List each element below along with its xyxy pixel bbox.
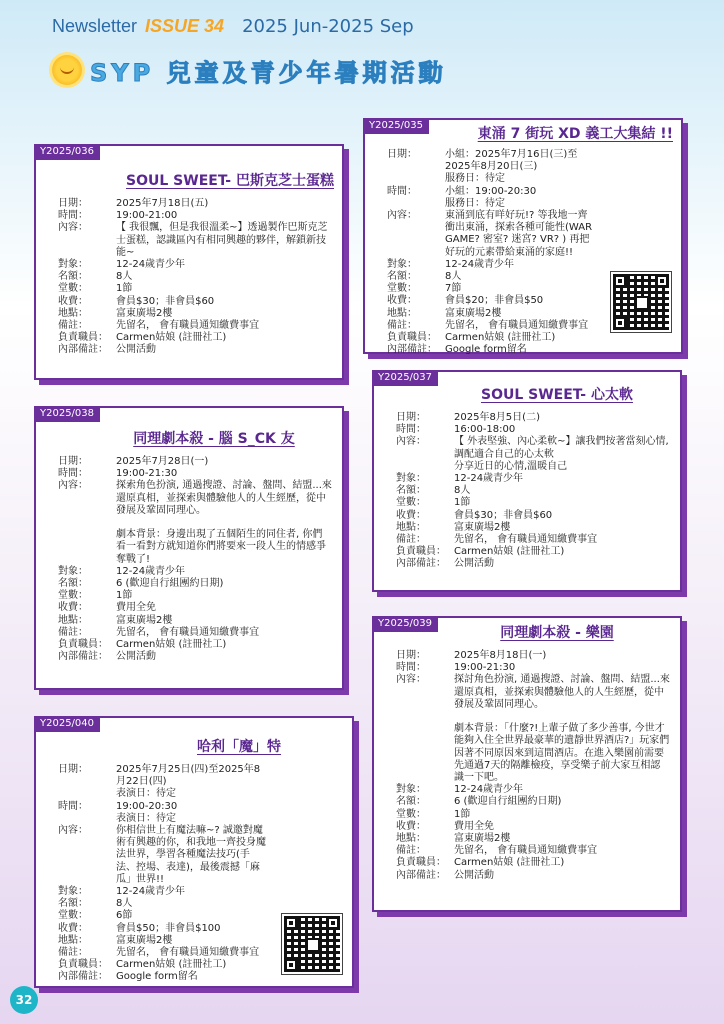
detail-row — [58, 910, 268, 922]
issue-label: ISSUE 34 — [145, 16, 225, 36]
detail-label: 收費： — [58, 922, 88, 934]
detail-label: 時間： — [58, 800, 88, 812]
detail-value: Carmen姑娘 (註冊社工) — [116, 959, 227, 971]
detail-label: 負責職員： — [387, 332, 437, 344]
detail-label: 負責職員： — [396, 546, 446, 558]
detail-value: 1節 — [116, 283, 133, 295]
detail-value: 先留名， 會有職員通知繳費事宜 — [454, 534, 598, 546]
detail-label: 內容： — [396, 674, 426, 686]
detail-value: 先留名， 會有職員通知繳費事宜 — [445, 319, 589, 331]
detail-value: 12-24歲青少年 — [116, 886, 186, 898]
detail-label: 地點： — [58, 934, 88, 946]
detail-value: 會員$20；非會員$50 — [445, 295, 544, 307]
detail-row — [396, 650, 670, 662]
detail-label: 對象： — [58, 565, 88, 577]
activity-code: Y2025/035 — [363, 118, 429, 134]
detail-value: 2025年7月25日(四)至2025年8月22日(四) 表演日：待定 — [116, 764, 261, 800]
detail-value: 12-24歲青少年 — [454, 784, 524, 796]
detail-value: 費用全免 — [116, 602, 156, 614]
detail-label: 內部備註： — [396, 869, 446, 881]
detail-row — [387, 332, 597, 344]
detail-label: 地點： — [396, 833, 426, 845]
page-title: SYP 兒童及青少年暑期活動 — [90, 58, 447, 87]
activity-card-036 — [34, 144, 344, 380]
detail-row — [58, 639, 332, 651]
detail-value: 8人 — [116, 898, 133, 910]
detail-row — [387, 186, 597, 210]
detail-row — [396, 558, 670, 570]
detail-label: 堂數： — [387, 283, 417, 295]
detail-label: 堂數： — [58, 910, 88, 922]
detail-row — [396, 809, 670, 821]
detail-row — [58, 222, 332, 259]
detail-value: 小組：19:00-20:30 服務日：待定 — [445, 185, 537, 209]
detail-row — [396, 522, 670, 534]
detail-value: 先留名， 會有職員通知繳費事宜 — [116, 947, 260, 959]
detail-row — [58, 308, 332, 320]
detail-label: 收費： — [396, 509, 426, 521]
sun-icon — [52, 55, 82, 85]
detail-label: 地點： — [396, 521, 426, 533]
detail-value: 公開活動 — [454, 558, 494, 570]
detail-row — [58, 602, 332, 614]
detail-value: 12-24歲青少年 — [116, 565, 186, 577]
detail-value: 富東廣場2樓 — [454, 521, 511, 533]
activity-card-035 — [363, 118, 683, 354]
detail-row — [58, 590, 332, 602]
detail-value: 小組：2025年7月16日(三)至2025年8月20日(三) 服務日：待定 — [445, 149, 578, 185]
detail-value: 【 我很飄，但是我很溫柔~】透過製作巴斯克芝士蛋糕，認識區內有相同興趣的夥伴，解鎖新技能~ — [116, 222, 328, 258]
detail-label: 備註： — [387, 319, 417, 331]
detail-value: 富東廣場2樓 — [116, 307, 173, 319]
detail-value: 富東廣場2樓 — [445, 307, 502, 319]
detail-row — [58, 886, 268, 898]
detail-label: 收費： — [396, 820, 426, 832]
detail-label: 名額： — [396, 485, 426, 497]
detail-value: 富東廣場2樓 — [116, 614, 173, 626]
detail-row — [387, 320, 597, 332]
detail-row — [58, 947, 268, 959]
detail-label: 內容： — [58, 825, 88, 837]
detail-row — [58, 578, 332, 590]
detail-row — [58, 825, 268, 886]
detail-label: 內部備註： — [58, 344, 108, 356]
detail-row — [396, 662, 670, 674]
detail-row — [396, 412, 670, 424]
detail-label: 對象： — [396, 473, 426, 485]
detail-label: 日期： — [396, 650, 426, 661]
detail-row — [58, 764, 268, 801]
detail-row — [58, 259, 332, 271]
detail-label: 內部備註： — [396, 558, 446, 570]
detail-value: 探討角色扮演, 通過搜證、討論、盤問、結盟...來還原真相，並探索與體驗他人的人生經歷，從中發展及鞏固同理心。 劇本背景：「什麼?!上輩子做了多少善事, 今世才能夠入住全世界最豪華的遺靜世界酒店?」玩家們因著不同原因來到這間酒店。在進入樂園前需要先通過7天的隔離檢疫，享受樂子前大家互相認識一下吧。 — [454, 674, 670, 784]
detail-value: 探索角色扮演, 通過搜證、討論、盤問、結盟...來還原真相，並探索與體驗他人的人生經歷，從中發展及鞏固同理心。 劇本背景：身邊出現了五個陌生的同住者, 你們看一看對方就知道你們將要來一段人生的情感爭奪戰了! — [116, 480, 332, 565]
detail-value: 2025年7月28日(一) — [116, 456, 209, 467]
detail-row — [396, 473, 670, 485]
detail-value: Carmen姑娘 (註冊社工) — [116, 332, 227, 344]
detail-value: 先留名， 會有職員通知繳費事宜 — [116, 320, 260, 332]
detail-row — [396, 857, 670, 869]
detail-row — [58, 332, 332, 344]
detail-label: 時間： — [387, 185, 417, 197]
detail-value: 2025年8月5日(二) — [454, 412, 540, 423]
detail-row — [387, 210, 597, 259]
detail-value: 2025年8月18日(一) — [454, 650, 547, 661]
detail-value: 公開活動 — [454, 869, 494, 881]
detail-value: 19:00-20:30 表演日：待定 — [116, 800, 178, 824]
activity-details — [36, 190, 342, 357]
detail-value: 7節 — [445, 283, 462, 295]
activity-card-037 — [372, 370, 682, 592]
detail-label: 內部備註： — [58, 651, 108, 663]
detail-label: 日期： — [58, 764, 88, 775]
detail-value: Carmen姑娘 (註冊社工) — [445, 332, 556, 344]
detail-label: 內容： — [58, 480, 88, 492]
detail-label: 備註： — [58, 320, 88, 332]
page-title-block — [52, 50, 447, 90]
activity-title: SOUL SWEET- 心太軟 — [481, 387, 633, 403]
detail-value: Carmen姑娘 (註冊社工) — [454, 857, 565, 869]
detail-row — [396, 424, 670, 436]
detail-label: 內部備註： — [387, 344, 437, 356]
activity-card-040 — [34, 716, 354, 988]
detail-label: 內容： — [396, 436, 426, 448]
detail-label: 備註： — [58, 947, 88, 959]
detail-row — [58, 651, 332, 663]
activity-card-039 — [372, 616, 682, 912]
detail-value: 會員$50；非會員$100 — [116, 922, 221, 934]
activity-code: Y2025/036 — [34, 144, 100, 160]
detail-value: Google form留名 — [116, 971, 198, 983]
detail-value: 12-24歲青少年 — [445, 258, 515, 270]
detail-row — [396, 796, 670, 808]
detail-label: 堂數： — [396, 497, 426, 509]
detail-label: 日期： — [58, 456, 88, 467]
detail-row — [396, 833, 670, 845]
detail-label: 時間： — [396, 662, 426, 674]
detail-value: 費用全免 — [454, 820, 494, 832]
detail-row — [58, 615, 332, 627]
detail-value: 16:00-18:00 — [454, 424, 516, 436]
detail-value: 【 外表堅強、內心柔軟~】讓我們按著當刻心情,調配適合自己的心太軟 分享近日的心情,溫暖自己 — [454, 436, 669, 472]
detail-value: 1節 — [116, 590, 133, 602]
qr-code-icon[interactable] — [611, 272, 671, 332]
detail-row — [387, 295, 597, 307]
detail-value: 8人 — [445, 271, 462, 283]
detail-label: 名額： — [58, 578, 88, 590]
detail-label: 堂數： — [396, 808, 426, 820]
detail-row — [396, 546, 670, 558]
detail-label: 對象： — [58, 259, 88, 271]
detail-value: 6 (歡迎自行組團約日期) — [454, 796, 562, 808]
detail-value: 你相信世上有魔法嘛~? 誠邀對魔術有興趣的你，和我地一齊投身魔法世界，學習各種魔法技巧(手法、控場、表達)，最後震撼「麻瓜」世界!! — [116, 825, 266, 885]
detail-row — [387, 271, 597, 283]
activity-code: Y2025/040 — [34, 716, 100, 732]
detail-label: 堂數： — [58, 283, 88, 295]
detail-row — [387, 344, 597, 356]
detail-label: 名額： — [58, 898, 88, 910]
detail-label: 負責職員： — [58, 332, 108, 344]
detail-row — [396, 674, 670, 784]
detail-value: 8人 — [454, 485, 471, 497]
detail-label: 日期： — [58, 198, 88, 209]
detail-row — [58, 898, 268, 910]
detail-label: 時間： — [58, 468, 88, 480]
detail-row — [58, 198, 332, 210]
activity-title: SOUL SWEET- 巴斯克芝士蛋糕 — [126, 173, 334, 189]
detail-row — [396, 870, 670, 882]
detail-label: 日期： — [396, 412, 426, 423]
detail-row — [58, 935, 268, 947]
detail-row — [58, 296, 332, 308]
detail-value: 公開活動 — [116, 344, 156, 356]
detail-row — [396, 485, 670, 497]
detail-row — [58, 627, 332, 639]
detail-row — [58, 271, 332, 283]
detail-label: 地點： — [58, 614, 88, 626]
detail-value: Carmen姑娘 (註冊社工) — [454, 546, 565, 558]
detail-value: 公開活動 — [116, 651, 156, 663]
detail-value: 先留名， 會有職員通知繳費事宜 — [116, 626, 260, 638]
detail-label: 名額： — [387, 271, 417, 283]
detail-value: 1節 — [454, 497, 471, 509]
newsletter-header — [52, 16, 414, 42]
detail-value: 富東廣場2樓 — [116, 934, 173, 946]
activity-title: 同理劇本殺 - 樂園 — [500, 625, 614, 641]
page-number-badge: 32 — [10, 986, 38, 1014]
detail-label: 收費： — [58, 602, 88, 614]
detail-label: 對象： — [387, 258, 417, 270]
detail-row — [396, 784, 670, 796]
detail-row — [58, 210, 332, 222]
detail-row — [58, 971, 268, 983]
detail-row — [396, 436, 670, 473]
detail-row — [387, 259, 597, 271]
detail-row — [58, 283, 332, 295]
detail-label: 對象： — [396, 784, 426, 796]
detail-row — [58, 480, 332, 565]
detail-value: 富東廣場2樓 — [454, 833, 511, 845]
detail-value: Carmen姑娘 (註冊社工) — [116, 639, 227, 651]
detail-label: 時間： — [58, 210, 88, 222]
detail-label: 備註： — [396, 534, 426, 546]
detail-value: 8人 — [116, 271, 133, 283]
activity-details — [36, 448, 342, 663]
activity-title: 哈利「魔」特 — [197, 739, 281, 755]
detail-label: 備註： — [396, 845, 426, 857]
detail-label: 名額： — [58, 271, 88, 283]
qr-code-icon[interactable] — [282, 914, 342, 974]
detail-value: 6 (歡迎自行組團約日期) — [116, 578, 224, 590]
detail-row — [58, 566, 332, 578]
detail-value: 東涌到底有咩好玩!? 等我地一齊衝出東涌，探索各種可能性(WAR GAME? 密室? 迷宮? VR? ) 再把好玩的元素帶給東涌的家庭!! — [445, 210, 596, 258]
detail-label: 日期： — [387, 149, 417, 160]
detail-row — [58, 801, 268, 825]
detail-row — [387, 308, 597, 320]
detail-label: 負責職員： — [396, 857, 446, 869]
detail-row — [396, 845, 670, 857]
detail-label: 負責職員： — [58, 639, 108, 651]
detail-label: 內容： — [387, 210, 417, 222]
detail-value: 2025年7月18日(五) — [116, 198, 209, 209]
activity-code: Y2025/037 — [372, 370, 438, 386]
detail-row — [58, 468, 332, 480]
detail-value: 12-24歲青少年 — [116, 259, 186, 271]
detail-row — [58, 923, 268, 935]
detail-label: 堂數： — [58, 590, 88, 602]
detail-label: 收費： — [58, 295, 88, 307]
detail-value: 19:00-21:30 — [116, 468, 178, 480]
detail-label: 內部備註： — [58, 971, 108, 983]
detail-value: 6節 — [116, 910, 133, 922]
detail-row — [396, 497, 670, 509]
detail-label: 備註： — [58, 626, 88, 638]
detail-row — [58, 959, 268, 971]
detail-value: 19:00-21:00 — [116, 210, 178, 222]
detail-label: 地點： — [58, 307, 88, 319]
detail-label: 負責職員： — [58, 959, 108, 971]
detail-value: 先留名， 會有職員通知繳費事宜 — [454, 845, 598, 857]
detail-row — [396, 510, 670, 522]
newsletter-label: Newsletter — [52, 16, 138, 36]
detail-value: 12-24歲青少年 — [454, 473, 524, 485]
activity-title: 同理劇本殺 - 腦 S_CK 友 — [133, 431, 295, 447]
detail-row — [396, 821, 670, 833]
detail-value: 19:00-21:30 — [454, 662, 516, 674]
detail-row — [387, 149, 597, 186]
detail-value: Google form留名 — [445, 344, 527, 356]
detail-label: 對象： — [58, 886, 88, 898]
detail-label: 地點： — [387, 307, 417, 319]
detail-label: 內容： — [58, 222, 88, 234]
detail-value: 會員$30；非會員$60 — [454, 509, 553, 521]
detail-row — [58, 320, 332, 332]
activity-code: Y2025/038 — [34, 406, 100, 422]
detail-label: 時間： — [396, 424, 426, 436]
detail-label: 收費： — [387, 295, 417, 307]
detail-label: 名額： — [396, 796, 426, 808]
detail-value: 1節 — [454, 808, 471, 820]
activity-code: Y2025/039 — [372, 616, 438, 632]
activity-title: 東涌 7 街玩 XD 義工大集結 !! — [477, 126, 673, 142]
detail-value: 會員$30；非會員$60 — [116, 295, 215, 307]
activity-card-038 — [34, 406, 344, 690]
detail-row — [396, 534, 670, 546]
date-range: 2025 Jun-2025 Sep — [242, 16, 414, 37]
activity-details — [374, 404, 680, 571]
detail-row — [387, 283, 597, 295]
activity-details — [374, 642, 680, 882]
detail-row — [58, 344, 332, 356]
detail-row — [58, 456, 332, 468]
